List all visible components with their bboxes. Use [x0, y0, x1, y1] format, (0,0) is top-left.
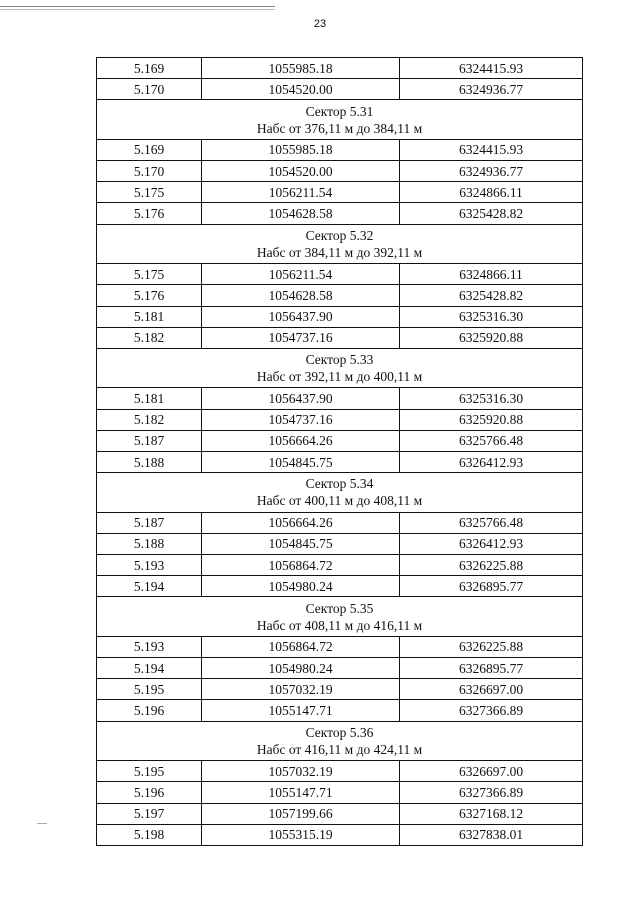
point-id-cell: 5.195: [97, 679, 202, 700]
y-coordinate-cell: 6326412.93: [400, 451, 583, 472]
x-coordinate-cell: 1054520.00: [202, 161, 400, 182]
sector-title: Сектор 5.31: [305, 103, 374, 119]
y-coordinate-cell: 6325920.88: [400, 409, 583, 430]
point-id-cell: 5.175: [97, 182, 202, 203]
y-coordinate-cell: 6327168.12: [400, 803, 583, 824]
point-id-cell: 5.198: [97, 824, 202, 845]
point-id-cell: 5.182: [97, 327, 202, 348]
table-row: [97, 306, 583, 327]
table-row: [97, 782, 583, 803]
sector-header-cell: [97, 100, 583, 140]
point-id-cell: 5.193: [97, 555, 202, 576]
table-row: [97, 576, 583, 597]
x-coordinate-cell: 1054980.24: [202, 658, 400, 679]
point-id-cell: 5.181: [97, 306, 202, 327]
table-row: [97, 285, 583, 306]
table-row: [97, 803, 583, 824]
sector-height-range: Набс от 408,11 м до 416,11 м: [256, 617, 423, 633]
sector-header-cell: [97, 597, 583, 637]
sector-title: Сектор 5.32: [305, 227, 374, 243]
sector-height-range: Набс от 376,11 м до 384,11 м: [256, 120, 423, 136]
table-row: [97, 79, 583, 100]
table-row: [97, 636, 583, 657]
table-row: [97, 824, 583, 845]
point-id-cell: 5.187: [97, 512, 202, 533]
point-id-cell: 5.188: [97, 451, 202, 472]
x-coordinate-cell: 1056211.54: [202, 264, 400, 285]
x-coordinate-cell: 1056664.26: [202, 430, 400, 451]
x-coordinate-cell: 1056437.90: [202, 388, 400, 409]
point-id-cell: 5.193: [97, 636, 202, 657]
point-id-cell: 5.197: [97, 803, 202, 824]
x-coordinate-cell: 1054520.00: [202, 79, 400, 100]
sector-header-row: [97, 224, 583, 264]
table-row: [97, 203, 583, 224]
y-coordinate-cell: 6326697.00: [400, 679, 583, 700]
x-coordinate-cell: 1055315.19: [202, 824, 400, 845]
point-id-cell: 5.170: [97, 79, 202, 100]
y-coordinate-cell: 6326225.88: [400, 555, 583, 576]
x-coordinate-cell: 1057199.66: [202, 803, 400, 824]
sector-height-range: Набс от 400,11 м до 408,11 м: [256, 493, 423, 509]
point-id-cell: 5.182: [97, 409, 202, 430]
y-coordinate-cell: 6327366.89: [400, 782, 583, 803]
x-coordinate-cell: 1054628.58: [202, 203, 400, 224]
y-coordinate-cell: 6325316.30: [400, 306, 583, 327]
point-id-cell: 5.169: [97, 58, 202, 79]
sector-title: Сектор 5.35: [305, 600, 374, 616]
sector-header-row: [97, 348, 583, 388]
table-row: [97, 761, 583, 782]
y-coordinate-cell: 6326697.00: [400, 761, 583, 782]
table-row: [97, 451, 583, 472]
sector-header-cell: [97, 224, 583, 264]
y-coordinate-cell: 6325766.48: [400, 430, 583, 451]
table-row: [97, 327, 583, 348]
table-row: [97, 58, 583, 79]
sector-height-range: Набс от 384,11 м до 392,11 м: [256, 244, 423, 260]
point-id-cell: 5.196: [97, 782, 202, 803]
table-row: [97, 700, 583, 721]
sector-header-row: [97, 597, 583, 637]
coordinates-table: [96, 57, 583, 846]
sector-header-cell: [97, 473, 583, 513]
table-row: [97, 533, 583, 554]
point-id-cell: 5.169: [97, 139, 202, 160]
table-row: [97, 182, 583, 203]
header-rule: [0, 6, 275, 7]
coordinates-table-body: [97, 58, 583, 846]
point-id-cell: 5.175: [97, 264, 202, 285]
x-coordinate-cell: 1054845.75: [202, 451, 400, 472]
table-row: [97, 512, 583, 533]
point-id-cell: 5.170: [97, 161, 202, 182]
x-coordinate-cell: 1055147.71: [202, 782, 400, 803]
x-coordinate-cell: 1054628.58: [202, 285, 400, 306]
x-coordinate-cell: 1055985.18: [202, 58, 400, 79]
sector-height-range: Набс от 392,11 м до 400,11 м: [256, 369, 423, 385]
sector-title: Сектор 5.36: [305, 724, 374, 740]
table-row: [97, 264, 583, 285]
y-coordinate-cell: 6326225.88: [400, 636, 583, 657]
y-coordinate-cell: 6327366.89: [400, 700, 583, 721]
y-coordinate-cell: 6325428.82: [400, 285, 583, 306]
sector-height-range: Набс от 416,11 м до 424,11 м: [256, 741, 423, 757]
table-row: [97, 388, 583, 409]
x-coordinate-cell: 1056664.26: [202, 512, 400, 533]
sector-header-row: [97, 473, 583, 513]
point-id-cell: 5.188: [97, 533, 202, 554]
point-id-cell: 5.176: [97, 203, 202, 224]
table-row: [97, 409, 583, 430]
table-row: [97, 658, 583, 679]
x-coordinate-cell: 1054737.16: [202, 327, 400, 348]
y-coordinate-cell: 6325428.82: [400, 203, 583, 224]
y-coordinate-cell: 6324866.11: [400, 264, 583, 285]
x-coordinate-cell: 1056864.72: [202, 636, 400, 657]
table-row: [97, 430, 583, 451]
y-coordinate-cell: 6326412.93: [400, 533, 583, 554]
table-row: [97, 161, 583, 182]
sector-header-row: [97, 721, 583, 761]
y-coordinate-cell: 6325316.30: [400, 388, 583, 409]
x-coordinate-cell: 1057032.19: [202, 679, 400, 700]
x-coordinate-cell: 1054980.24: [202, 576, 400, 597]
y-coordinate-cell: 6325766.48: [400, 512, 583, 533]
x-coordinate-cell: 1056211.54: [202, 182, 400, 203]
point-id-cell: 5.176: [97, 285, 202, 306]
point-id-cell: 5.187: [97, 430, 202, 451]
x-coordinate-cell: 1054737.16: [202, 409, 400, 430]
y-coordinate-cell: 6326895.77: [400, 658, 583, 679]
y-coordinate-cell: 6324936.77: [400, 79, 583, 100]
table-row: [97, 139, 583, 160]
margin-mark: [37, 823, 47, 824]
x-coordinate-cell: 1056864.72: [202, 555, 400, 576]
table-row: [97, 555, 583, 576]
point-id-cell: 5.196: [97, 700, 202, 721]
point-id-cell: 5.195: [97, 761, 202, 782]
y-coordinate-cell: 6327838.01: [400, 824, 583, 845]
point-id-cell: 5.194: [97, 658, 202, 679]
x-coordinate-cell: 1054845.75: [202, 533, 400, 554]
sector-header-cell: [97, 348, 583, 388]
x-coordinate-cell: 1055147.71: [202, 700, 400, 721]
point-id-cell: 5.194: [97, 576, 202, 597]
table-row: [97, 679, 583, 700]
y-coordinate-cell: 6324415.93: [400, 58, 583, 79]
x-coordinate-cell: 1055985.18: [202, 139, 400, 160]
sector-title: Сектор 5.34: [305, 476, 374, 492]
y-coordinate-cell: 6324866.11: [400, 182, 583, 203]
sector-header-cell: [97, 721, 583, 761]
page-number: 23: [313, 18, 327, 30]
y-coordinate-cell: 6324936.77: [400, 161, 583, 182]
x-coordinate-cell: 1057032.19: [202, 761, 400, 782]
x-coordinate-cell: 1056437.90: [202, 306, 400, 327]
y-coordinate-cell: 6326895.77: [400, 576, 583, 597]
point-id-cell: 5.181: [97, 388, 202, 409]
sector-header-row: [97, 100, 583, 140]
header-rule-secondary: [0, 9, 275, 10]
y-coordinate-cell: 6324415.93: [400, 139, 583, 160]
sector-title: Сектор 5.33: [305, 352, 374, 368]
y-coordinate-cell: 6325920.88: [400, 327, 583, 348]
